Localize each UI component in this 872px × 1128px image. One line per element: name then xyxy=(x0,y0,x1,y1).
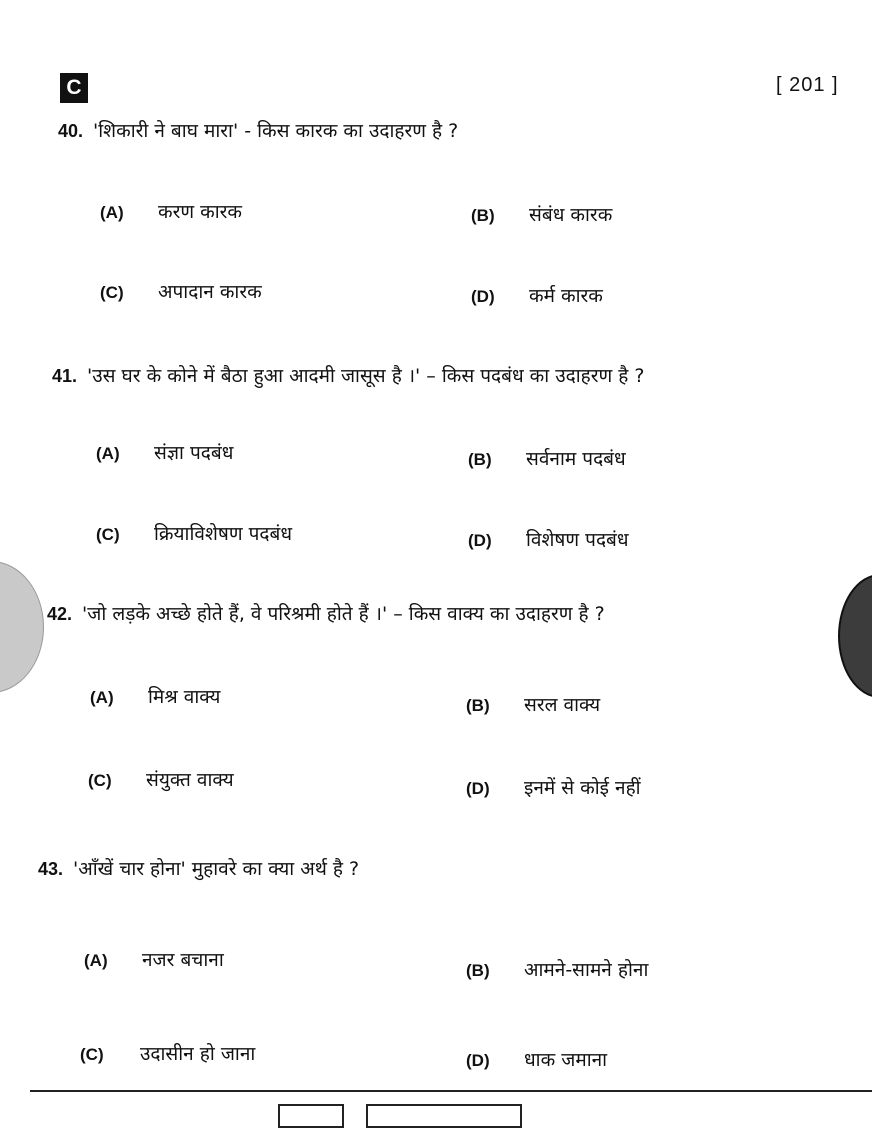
option-40-c[interactable] xyxy=(100,278,262,304)
question-number: 42. xyxy=(47,604,73,624)
question-text: 'उस घर के कोने में बैठा हुआ आदमी जासूस है ।' – किस पदबंध का उदाहरण है ? xyxy=(87,365,645,387)
option-43-a[interactable] xyxy=(84,946,224,972)
option-text: कर्म कारक xyxy=(529,285,603,307)
option-text: संज्ञा पदबंध xyxy=(154,442,234,464)
option-label: (A) xyxy=(96,444,120,463)
option-43-b[interactable] xyxy=(466,956,648,982)
option-label: (D) xyxy=(466,779,490,798)
page-number: [ 201 ] xyxy=(776,74,839,96)
option-43-d[interactable] xyxy=(466,1046,607,1072)
option-41-c[interactable] xyxy=(96,520,292,546)
option-text: इनमें से कोई नहीं xyxy=(524,777,641,799)
page-edge-shadow-right xyxy=(838,574,872,698)
option-42-b[interactable] xyxy=(466,691,600,717)
set-code-badge: C xyxy=(60,73,88,103)
option-42-d[interactable] xyxy=(466,774,641,800)
option-label: (D) xyxy=(466,1051,490,1070)
option-label: (D) xyxy=(468,531,492,550)
option-42-c[interactable] xyxy=(88,766,234,792)
page-edge-shadow-left xyxy=(0,561,44,693)
question-text: 'जो लड़के अच्छे होते हैं, वे परिश्रमी होते हैं ।' – किस वाक्य का उदाहरण है ? xyxy=(82,603,605,625)
option-text: संयुक्त वाक्य xyxy=(146,769,234,791)
option-label: (A) xyxy=(84,951,108,970)
option-41-a[interactable] xyxy=(96,439,233,465)
option-40-d[interactable] xyxy=(471,282,603,308)
question-text: 'आँखें चार होना' मुहावरे का क्या अर्थ है ? xyxy=(73,858,360,880)
option-40-a[interactable] xyxy=(100,198,242,224)
option-label: (B) xyxy=(471,206,495,225)
option-text: धाक जमाना xyxy=(524,1049,608,1071)
option-41-b[interactable] xyxy=(468,445,626,471)
question-number: 43. xyxy=(38,859,64,879)
option-text: सरल वाक्य xyxy=(524,694,601,716)
option-label: (C) xyxy=(80,1045,104,1064)
question-40 xyxy=(58,117,458,143)
option-label: (B) xyxy=(466,961,490,980)
option-text: संबंध कारक xyxy=(529,204,613,226)
option-text: करण कारक xyxy=(158,201,243,223)
option-text: विशेषण पदबंध xyxy=(526,529,629,551)
option-text: मिश्र वाक्य xyxy=(148,686,221,708)
option-43-c[interactable] xyxy=(80,1040,255,1066)
option-text: आमने-सामने होना xyxy=(524,959,649,981)
option-40-b[interactable] xyxy=(471,201,612,227)
option-label: (B) xyxy=(468,450,492,469)
option-text: अपादान कारक xyxy=(158,281,262,303)
option-text: सर्वनाम पदबंध xyxy=(526,448,626,470)
option-text: क्रियाविशेषण पदबंध xyxy=(154,523,293,545)
footer-serial-box xyxy=(366,1104,522,1128)
question-number: 41. xyxy=(52,366,78,386)
question-43 xyxy=(38,855,359,881)
question-42 xyxy=(47,600,605,626)
option-text: नजर बचाना xyxy=(142,949,224,971)
question-41 xyxy=(52,362,645,388)
option-42-a[interactable] xyxy=(90,683,220,709)
option-label: (D) xyxy=(471,287,495,306)
option-41-d[interactable] xyxy=(468,526,629,552)
option-label: (A) xyxy=(90,688,114,707)
footer-code-box xyxy=(278,1104,344,1128)
footer-rule xyxy=(30,1090,872,1092)
option-label: (A) xyxy=(100,203,124,222)
option-label: (C) xyxy=(96,525,120,544)
question-number: 40. xyxy=(58,121,84,141)
option-label: (C) xyxy=(88,771,112,790)
option-text: उदासीन हो जाना xyxy=(140,1043,256,1065)
option-label: (B) xyxy=(466,696,490,715)
question-text: 'शिकारी ने बाघ मारा' - किस कारक का उदाहरण है ? xyxy=(93,120,459,142)
option-label: (C) xyxy=(100,283,124,302)
